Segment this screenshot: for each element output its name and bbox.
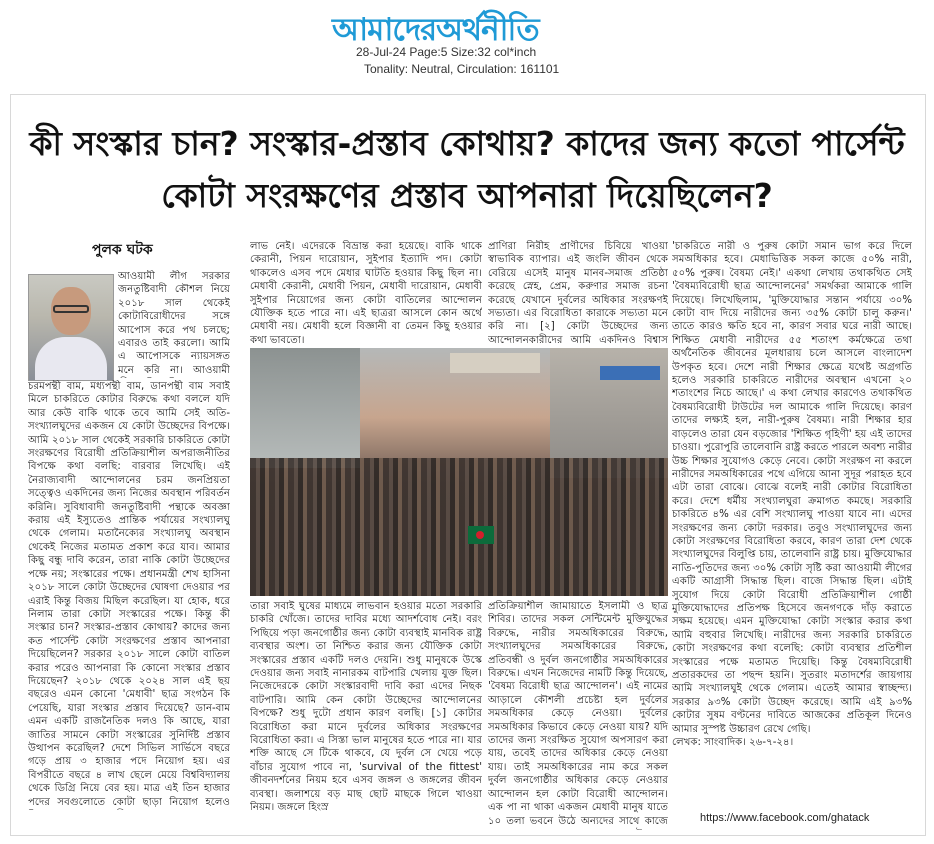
photo-banner: [450, 353, 540, 373]
column-4-text: 'চাকরিতে নারী ও পুরুষ কোটা সমান ভাগ করে দিলে সমঅধিকার হবে। মেধাভিত্তিক সকল কাজে ৫০% নারী, ৫০% পুরুষ। বৈষম্য নেই।' একথা লেখায় তথাকথিত সেই 'বৈষম্যবিরোধী ছাত্র আন্দোলনের' সমর্থকরা আমাকে গালি দিয়েছে। লিখেছিলাম, 'মুক্তিযোদ্ধার সন্তান পর্যায়ে ৩০% কোটা বাদ দিয়ে নারীদের জন্য ৩৫% কোটা চালু করুন।' তাতে কারও ক্ষতি হবে না, কারণ সবার ঘরে নারী আছে। শিক্ষিত মেধাবী নারীদের ৫৫ শতাংশ কর্মক্ষেত্রে তথা অর্থনৈতিক জীবনের মূলধারায় চলে আসলে বাংলাদেশ উপকৃত হবে। দেশে নারী শিক্ষার ক্ষেত্রে যথেষ্ট অগ্রগতি হলেও সরকারি চাকরিতে নারীদের অবস্থান এখনো ২০ শতাংশের নিচে আছে।' এ কথা লেখার কারণেও তথাকথিত বৈষম্যবিরোধী টাউটের দল আমাকে গালি দিয়েছে। কারণ তাদের লক্ষ্যই হল, নারী-পুরুষ বৈষম্য। নারী শিক্ষার হার বাড়লেও তারা যেন বড়জোর 'শিক্ষিত গৃহিণী' হয় এই তাদের চাওয়া। পুরোপুরি তালেবানি রাষ্ট্র করতে পারলে অবশ্য নারীর উচ্চ শিক্ষার সুযোগও কেড়ে নেবে। কোটা সংরক্ষণ না করলে নারীদের সমঅধিকারের পথে এগিয়ে আনা সুদূর পরাহত হবে এটা তারা বোঝে। বোঝে বলেই নারী কোটার বিরোধিতা করে। দেশে ধর্মীয় সংখ্যালঘুরা ক্রমাগত কমছে। সরকারি চাকরিতে ৪% এর বেশি সংখ্যালঘু পাওয়া যাবে না। এদের সংরক্ষণের জন্য কোটা দরকার। তবুও সংখ্যালঘুদের জন্য কোটা সংরক্ষণের বিরোধিতা করবে, কারণ তারা দেশ থেকে সংখ্যালঘুদের বিলুপ্তি চায়, তালেবানি রাষ্ট্র চায়। মুক্তিযোদ্ধার নাতি-পুতিদের জন্য ৩০% কোটা সৃষ্টি করা আওয়ামী লীগের একটি আগ্রাসী সিদ্ধান্ত ছিল। বাজে সিদ্ধান্ত ছিল। এটাই সুযোগ দিয়ে কোটা বিরোধী প্রতিক্রিয়াশীল গোষ্ঠী মুক্তিযোদ্ধাদের প্রতিপক্ষ হিসেবে জনগণকে দাঁড় করাতে সক্ষম হয়েছে। এমন মুক্তিযোদ্ধা কোটা সংস্কার করার কথা আমি বহুবার লিখেছি। নারীদের জন্য সরকারি চাকরিতে কোটা সংরক্ষণের কথা বলেছি: কোটা ব্যবস্থার প্রতিশীল সংস্কারের পক্ষে মতামত দিয়েছি। কিন্তু বৈষম্যবিরোধী প্রতারকদের তা পছন্দ হয়নি। সুতরাং মতাদর্শের জায়গায় আমি সংখ্যালঘুই থেকে গেলাম। এতেই আমার স্বাচ্ছন্দ্য। সরকার ৯৩% কোটা উচ্ছেদ করেছে। আমি এই ৯৩% কোটার সুষম বণ্টনের দাবিতে আজকের প্রতিকূল দিনেও আমার সুস্পষ্ট উচ্চারণ রেখে গেছি।: [672, 241, 912, 735]
clip-meta-date-page: 28-Jul-24 Page:5 Size:32 col*inch: [356, 45, 537, 59]
author-photo-glasses: [53, 305, 89, 313]
column-1-intro: [118, 270, 230, 378]
column-1-body: [28, 380, 230, 810]
article-byline: পুলক ঘটক: [92, 242, 153, 258]
photo-building-left: [250, 348, 360, 468]
column-4: [672, 240, 912, 832]
author-photo-shirt: [35, 337, 107, 380]
column-2-top-text: লাভ নেই। এদেরকে বিভ্রান্ত করা হয়েছে। বাকি থাকে কেরানী, পিয়ন দারোয়ান, সুইপার ইত্যাদি পদ। কোটা থাকলেও এসব পদে মেধার ঘাটতি হওয়ার কিছু ছিল না। মেধাবী কেরানী, মেধাবী পিয়ন, মেধাবী দারোয়ান, মেধাবী সুইপার নিয়োগের জন্য কোটা বাতিলের আন্দোলন যৌক্তিক হতে পারে না। এই ছাত্ররা আসলে কোন অর্থে মেধাবী নয়। মেধাবী হলে বিজ্ঞানী বা তেমন কিছু হওয়ার কথা ভাবতো।: [250, 241, 482, 345]
article-headline: কী সংস্কার চান? সংস্কার-প্রস্তাব কোথায়? কাদের জন্য কতো পার্সেন্ট কোটা সংরক্ষণের প্রস্তাব আপনারা দিয়েছিলেন?: [29, 124, 905, 215]
author-photo: [28, 274, 114, 381]
clip-meta-tonality: Tonality: Neutral, Circulation: 161101: [364, 62, 560, 76]
masthead: [0, 0, 934, 90]
column-3-top-text: প্রাণিরা নিরীহ প্রাণীদের চিবিয়ে খাওয়া স্বাভাবিক ব্যাপার। এই জংলি জীবন থেকে বেরিয়ে এসেই মানুষ মানব-সমাজ প্রতিষ্ঠা করেছে স্নেহ, প্রেম, করুণার সমাজ রচনা করেছে যেখানে দুর্বলের অধিকার সংরক্ষণই সভ্যতা। এর বিরোধিতা কারাকে সভ্যতা মনে করি না। [২] কোটা উচ্ছেদের জন্য আন্দোলনকারীদের আমি একদিনও বিশ্বাস: [488, 241, 668, 345]
newspaper-logo: আমাদেরঅর্থনীতি: [332, 12, 539, 48]
column-3-top: [488, 240, 668, 345]
column-1-body-text: চরমপন্থী বাম, মধ্যপন্থী বাম, ডানপন্থী বাম সবাই মিলে চাকরিতে কোটার বিরুদ্ধে কথা বললে যদি আর কেউ বাকি থাকে তবে আমি সেই অতি-সংখ্যালঘুদের একজন যে কোটা উচ্ছেদের বিপক্ষে। আমি ২০১৮ সাল থেকেই সরকারি চাকরিতে কোটা সংরক্ষণের বিরোধী প্রতিক্রিয়াশীল অপরাজনীতির বিপক্ষে কথা বলছি: বারবার লিখেছি। এই নৈরাজ্যবাদী আন্দোলনের চরম জনপ্রিয়তা সত্ত্বেও একদিনের জন্য নিজের অবস্থান পরিবর্তন করিনি। সুবিধাবাদী জনতুষ্টিবাদী পন্থাকে অবজ্ঞা করায় এই ইস্যুতেও প্রান্তিক পর্যায়ের সংখ্যালঘু থেকে গেলাম। মতানৈক্যের সংখ্যালঘু অবস্থান থেকেই নিজের মতামত প্রকাশ করে যাব। আমার কিছু বন্ধু দাবি করেন, তারা নাকি কোটা উচ্ছেদের পক্ষে নয়; সংস্কারের পক্ষে। প্রধানমন্ত্রী শেখ হাসিনা ২০১৮ সালে কোটা উচ্ছেদের ঘোষণা দেওয়ার পর এরাই কিন্তু বিজয় মিছিল করেছিল। যা হোক, ধরে নিলাম তারা কোটা সংস্কারের পক্ষে। কিন্তু কী সংস্কার চান? সংস্কার-প্রস্তাব কোথায়? কাদের জন্য কত পার্সেন্ট কোটা সংরক্ষণের প্রস্তাব আপনারা দিয়েছিলেন? সরকার ২০১৮ সালে কোটা বাতিল করার পরেও আপনারা কি কোনো সংস্কার প্রস্তাব দিয়েছেন? ২০১৮ থেকে ২০২৪ সাল এই ছয় বছরেও এমন কোনো 'মেধাবী' ছাত্র সংগঠন কি পেয়েছি, যারা সংস্কার প্রস্তাব দিয়েছে? ডান-বাম এমন একটি রাজনৈতিক দলও কি আছে, যারা জাতির সামনে কোটা সংস্কারের সুনির্দিষ্ট প্রস্তাব উত্থাপন করেছিল? দেশে সিভিল সার্ভিসে বছরে গড়ে প্রায় ৩ হাজার পদে নিয়োগ হয়। এর বিপরীতে বছরে ৪ লাখ ছেলে মেয়ে বিশ্ববিদ্যালয় থেকে ডিগ্রি নিয়ে বের হয়। মাত্র এই তিন হাজার পদের সবগুলোতে কোটা ছাড়া নিয়োগ হলেও: [28, 381, 230, 808]
bangladesh-flag-icon: [468, 526, 494, 544]
source-url: https://www.facebook.com/ghatack: [700, 812, 870, 824]
column-1-intro-text: আওয়ামী লীগ সরকার জনতুষ্টিবাদী কৌশল নিয়ে ২০১৮ সাল থেকেই কোটাবিরোধীদের সঙ্গে আপোস করে পথ চলছে; এবারও তাই করলো। আমি এ আপোসকে ন্যায়সঙ্গত মনে করি না। আওয়ামী: [118, 271, 230, 376]
protest-crowd-photo: [250, 348, 668, 596]
column-2-bottom-text: তারা সবাই ঘুষের মাধ্যমে লাভবান হওয়ার মতো সরকারি চাকরি খোঁজে। তাদের দাবির মধ্যে আদর্শবোধ নেই। বরং পিছিয়ে পড়া জনগোষ্ঠীর জন্য কোটা ব্যবস্থাই মানবিক রাষ্ট্র ব্যবস্থার অংশ। তা নিশ্চিত করার জন্য যৌক্তিক কোটা সংস্কারের প্রস্তাব একটি দলও দেয়নি। শুধু মানুষকে উস্কে দেওয়ার জন্য সবাই নানারকম বাটপারি খেলায় যুক্ত ছিল। নিজেদেরকে কোটা সংস্কারবাদী দাবি করা এদের নিছক বাটপারি। আমি কেন কোটা উচ্ছেদের আন্দোলনের বিপক্ষে? শুধু দুটো প্রধান কারণ বলছি। [১] কোটার বিরোধিতা করা মানে দুর্বলের অধিকার সংরক্ষণের বিরোধিতা করা। এ সিস্তা ভাল মানুষের হতে পারে না। যার শক্তি আছে সে টিকে থাকবে, যে দুর্বল সে খেয়ে পড়ে বাঁচার সুযোগ পাবে না, 'survival of the fittest' জীবনদর্শনের নিয়ম হবে এসব জঙ্গল ও জঙ্গলের জীবন ব্যবস্থা। জলাশয়ে বড় মাছ ছোট মাছকে গিলে খাওয়া নিয়ম। জঙ্গলে হিংস্র: [250, 601, 482, 814]
photo-crowd: [250, 458, 668, 596]
column-2-bottom: [250, 600, 482, 830]
column-3-bottom: [488, 600, 668, 830]
author-signature: লেখক: সাংবাদিক। ২৬-৭-২৪।: [672, 737, 794, 749]
photo-shop-sign: [600, 366, 660, 380]
column-3-bottom-text: প্রতিক্রিয়াশীল জামায়াতে ইসলামী ও ছাত্র শিবির। তাদের সকল সেন্টিমেন্ট মুক্তিযুদ্ধের বিরুদ্ধে, নারীর সমঅধিকারের বিরুদ্ধে, সংখ্যালঘুদের সমঅধিকারের বিরুদ্ধে, প্রতিবন্ধী ও দুর্বল জনগোষ্ঠীর সমঅধিকারের বিরুদ্ধে। এখন নিজেদের নামটি কিন্তু দিয়েছে, 'বৈষম্য বিরোধী ছাত্র আন্দোলন'। এই নামের আড়ালে কৌশলী প্রচেষ্টা হল দুর্বলের সমঅধিকার কেড়ে নেওয়া। দুর্বলের সমঅধিকার কিভাবে কেড়ে নেওয়া যায়? যদি তাদের জন্য সংরক্ষিত সুযোগ অপসারণ করা যায়, তবেই তাদের অধিকার কেড়ে নেওয়া যায়। তাই সমঅধিকারের নাম করে সকল দুর্বল জনগোষ্ঠীর অধিকার কেড়ে নেওয়ার আন্দোলন হল কোটা বিরোধী আন্দোলন। এক পা না থাকা একজন মেধাবী মানুষ যাতে ১০ তলা ভবনে উঠে অন্যদের সাথে কাজে: [488, 601, 668, 827]
column-2-top: [250, 240, 482, 345]
